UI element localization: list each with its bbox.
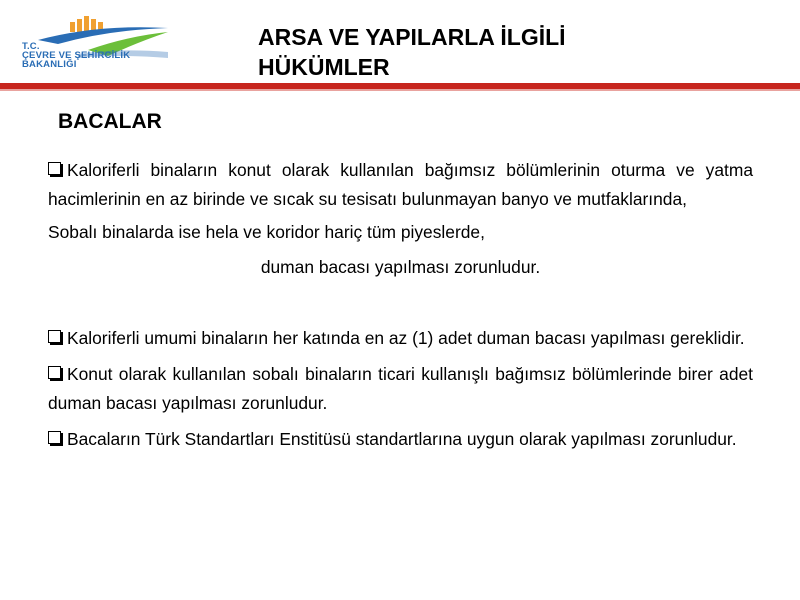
logo-line-1: T.C. (22, 41, 40, 52)
title-rule-shadow (0, 89, 800, 91)
bullet-paragraph-4 (48, 324, 753, 353)
bullet-paragraph-6 (48, 425, 753, 454)
logo-line-2: ÇEVRE VE ŞEHİRCİLİK (22, 50, 131, 61)
logo-line-3: BAKANLIĞI (22, 59, 77, 70)
bullet-paragraph-5 (48, 360, 753, 418)
paragraph-text: Bacaların Türk Standartları Enstitüsü standartlarına uygun olarak yapılması zorunludur. (67, 429, 737, 449)
checkbox-bullet-icon (48, 366, 61, 379)
spacer (48, 282, 753, 324)
paragraph-text: Kaloriferli umumi binaların her katında en az (1) adet duman bacası yapılması gereklidir. (67, 328, 745, 348)
paragraph-3: duman bacası yapılması zorunludur. (260, 257, 541, 277)
bullet-paragraph-1 (48, 156, 753, 214)
ministry-logo (18, 14, 178, 74)
section-heading: BACALAR (58, 110, 162, 133)
paragraph-text: Kaloriferli binaların konut olarak kullanılan bağımsız bölümlerinin oturma ve yatma hacimlerinin en az birinde ve sıcak su tesisatı bulunmayan banyo ve mutfaklarında, (48, 160, 753, 209)
paragraph-text: Konut olarak kullanılan sobalı binaların ticari kullanışlı bağımsız bölümlerinde birer adet duman bacası yapılması zorunludur. (48, 364, 753, 413)
checkbox-bullet-icon (48, 162, 61, 175)
paragraph-2: Sobalı binalarda ise hela ve koridor hariç tüm piyeslerde, (48, 222, 485, 242)
content-body (48, 156, 753, 454)
page-title: ARSA VE YAPILARLA İLGİLİ HÜKÜMLER (258, 24, 566, 80)
checkbox-bullet-icon (48, 330, 61, 343)
checkbox-bullet-icon (48, 431, 61, 444)
